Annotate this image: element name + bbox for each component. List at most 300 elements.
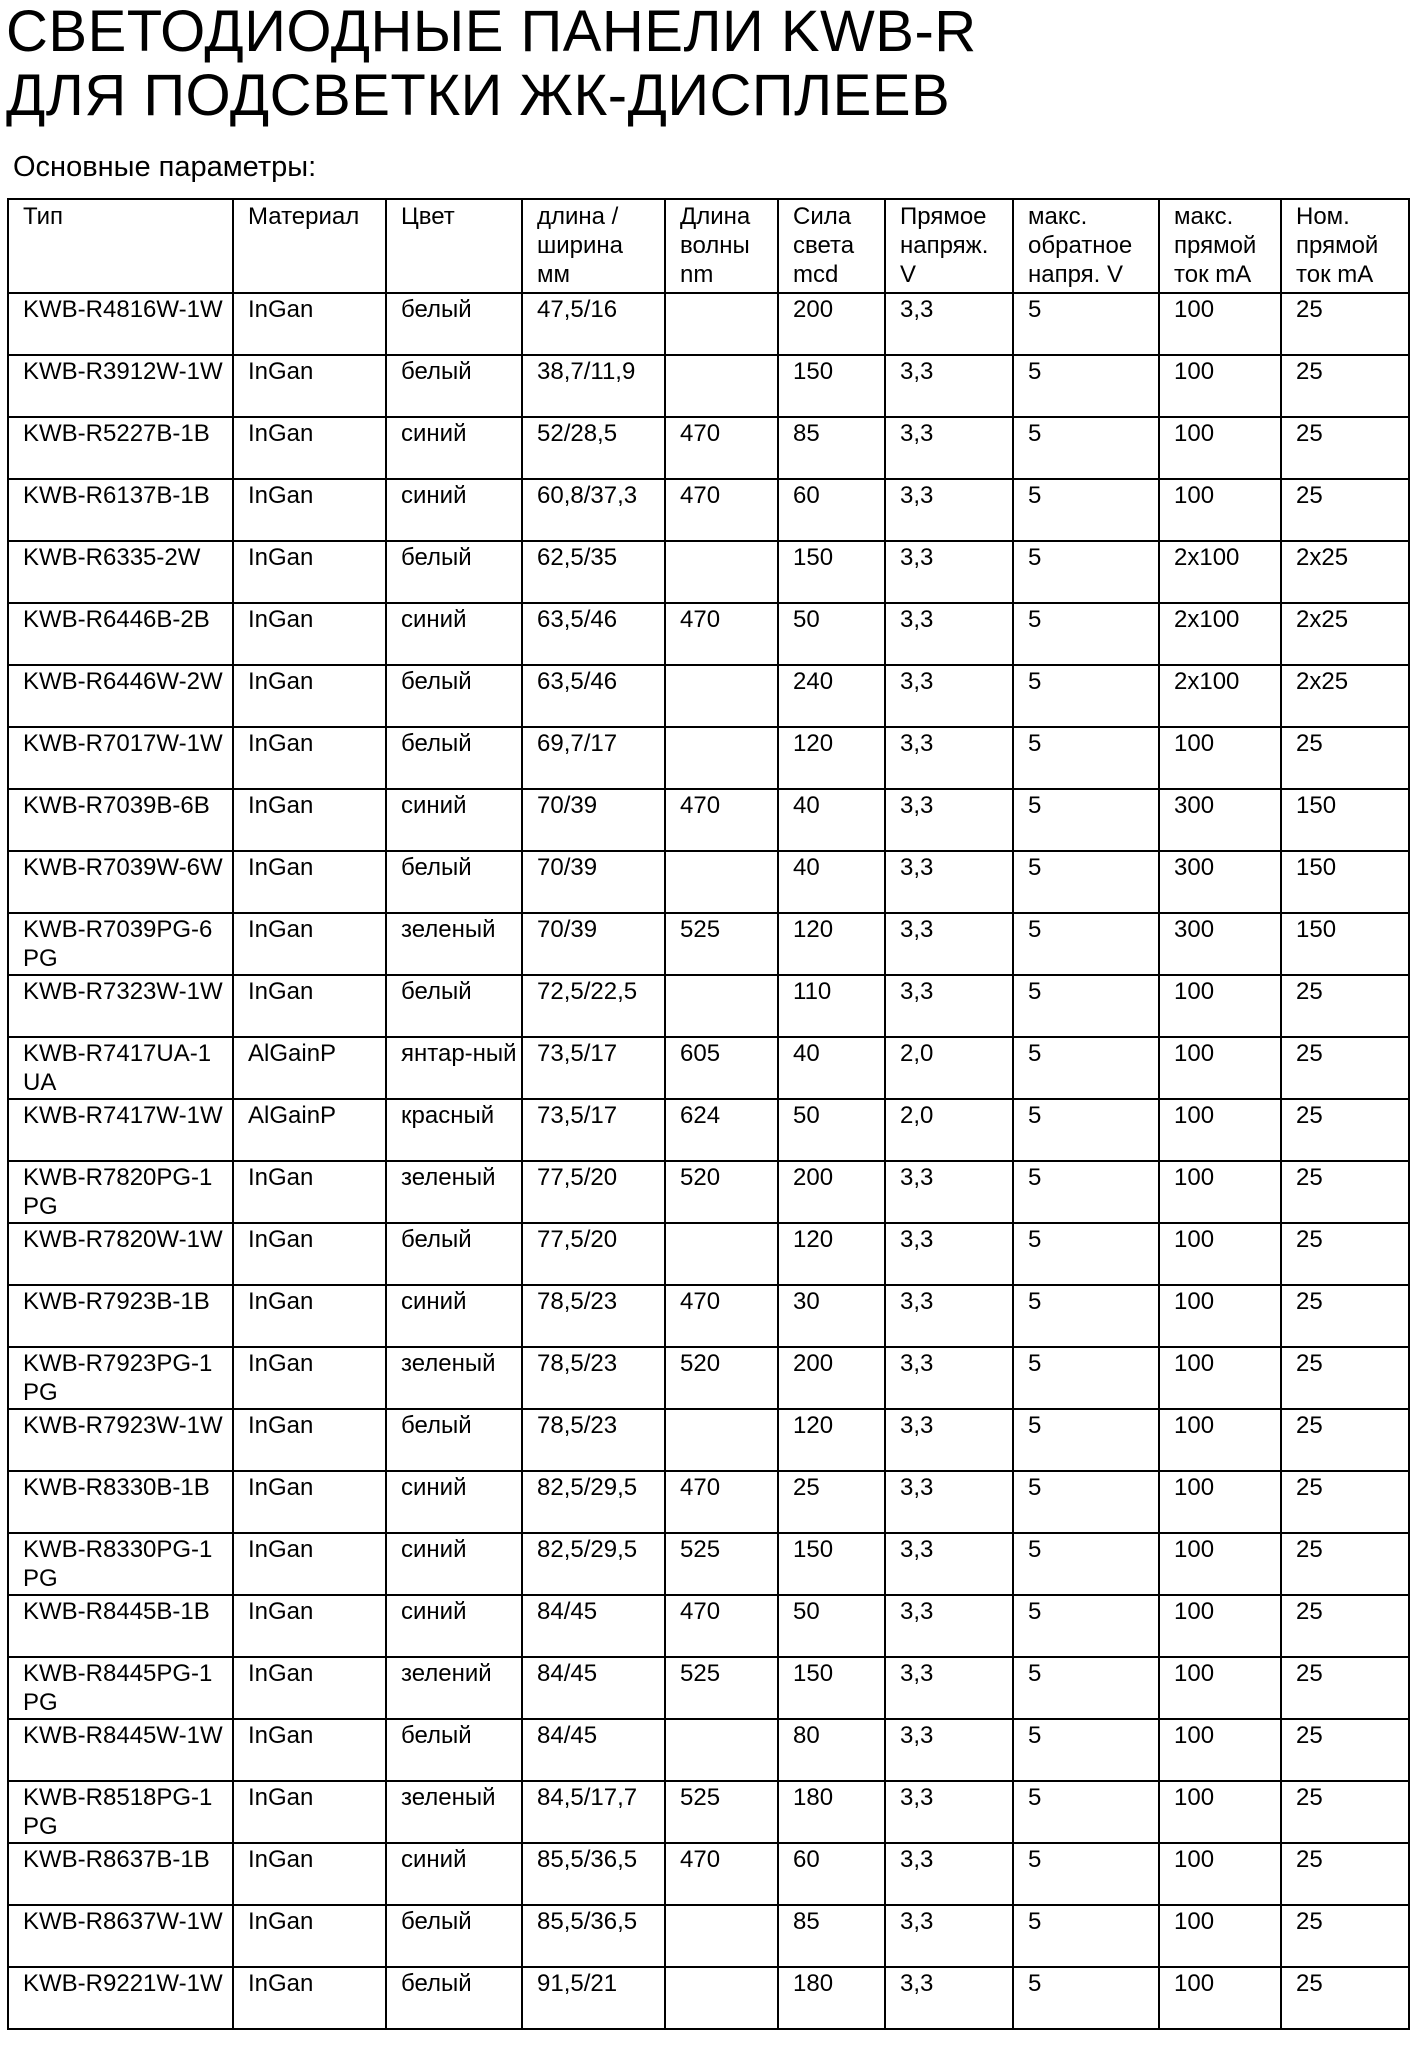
cell-wavelength: 624 (665, 1099, 778, 1161)
cell-luminous-intensity: 180 (778, 1967, 885, 2029)
header-type: Тип (8, 199, 233, 293)
cell-material: InGan (233, 1843, 386, 1905)
cell-wavelength (665, 1719, 778, 1781)
cell-dimensions: 78,5/23 (522, 1347, 665, 1409)
table-row (8, 1843, 1409, 1905)
table-row (8, 1099, 1409, 1161)
cell-nominal-forward-current: 25 (1281, 1285, 1409, 1347)
cell-dimensions: 63,5/46 (522, 665, 665, 727)
cell-forward-voltage: 3,3 (885, 913, 1013, 975)
cell-color: зеленый (386, 1347, 522, 1409)
cell-dimensions: 62,5/35 (522, 541, 665, 603)
cell-luminous-intensity: 50 (778, 1099, 885, 1161)
cell-material: InGan (233, 1905, 386, 1967)
cell-material: InGan (233, 1409, 386, 1471)
cell-type: KWB-R6446W-2W (8, 665, 233, 727)
cell-type: KWB-R7417UA-1UA (8, 1037, 233, 1099)
table-row (8, 789, 1409, 851)
cell-max-reverse-voltage: 5 (1013, 1223, 1159, 1285)
cell-material: InGan (233, 479, 386, 541)
cell-type: KWB-R7923PG-1PG (8, 1347, 233, 1409)
cell-luminous-intensity: 80 (778, 1719, 885, 1781)
cell-type: KWB-R8445PG-1PG (8, 1657, 233, 1719)
cell-forward-voltage: 3,3 (885, 1285, 1013, 1347)
cell-max-reverse-voltage: 5 (1013, 975, 1159, 1037)
cell-max-forward-current: 300 (1159, 789, 1281, 851)
table-row (8, 417, 1409, 479)
cell-luminous-intensity: 60 (778, 1843, 885, 1905)
cell-wavelength: 470 (665, 1285, 778, 1347)
table-row (8, 1223, 1409, 1285)
cell-max-reverse-voltage: 5 (1013, 603, 1159, 665)
cell-dimensions: 69,7/17 (522, 727, 665, 789)
cell-type: KWB-R8445B-1B (8, 1595, 233, 1657)
header-nominal-forward-current: Ном. прямой ток mA (1281, 199, 1409, 293)
cell-type: KWB-R8637W-1W (8, 1905, 233, 1967)
cell-max-reverse-voltage: 5 (1013, 1161, 1159, 1223)
cell-color: красный (386, 1099, 522, 1161)
cell-type: KWB-R7923B-1B (8, 1285, 233, 1347)
cell-max-forward-current: 2x100 (1159, 603, 1281, 665)
cell-max-forward-current: 100 (1159, 1905, 1281, 1967)
cell-max-reverse-voltage: 5 (1013, 1905, 1159, 1967)
cell-nominal-forward-current: 150 (1281, 851, 1409, 913)
cell-max-forward-current: 2x100 (1159, 541, 1281, 603)
cell-material: InGan (233, 727, 386, 789)
cell-forward-voltage: 3,3 (885, 293, 1013, 355)
cell-luminous-intensity: 200 (778, 293, 885, 355)
table-row (8, 727, 1409, 789)
cell-dimensions: 77,5/20 (522, 1223, 665, 1285)
table-row (8, 1471, 1409, 1533)
cell-dimensions: 84/45 (522, 1719, 665, 1781)
cell-type: KWB-R8518PG-1PG (8, 1781, 233, 1843)
table-row (8, 1161, 1409, 1223)
cell-color: зеленый (386, 913, 522, 975)
cell-material: InGan (233, 665, 386, 727)
table-body (8, 293, 1409, 2029)
table-row (8, 1719, 1409, 1781)
cell-dimensions: 73,5/17 (522, 1099, 665, 1161)
cell-nominal-forward-current: 25 (1281, 479, 1409, 541)
cell-max-forward-current: 100 (1159, 1533, 1281, 1595)
table-row (8, 1781, 1409, 1843)
cell-color: синий (386, 1285, 522, 1347)
cell-type: KWB-R7820PG-1PG (8, 1161, 233, 1223)
table-row (8, 1533, 1409, 1595)
cell-forward-voltage: 3,3 (885, 1161, 1013, 1223)
cell-material: InGan (233, 541, 386, 603)
cell-color: белый (386, 355, 522, 417)
cell-max-forward-current: 100 (1159, 1285, 1281, 1347)
cell-color: синий (386, 417, 522, 479)
cell-luminous-intensity: 50 (778, 1595, 885, 1657)
cell-luminous-intensity: 60 (778, 479, 885, 541)
cell-luminous-intensity: 200 (778, 1161, 885, 1223)
cell-luminous-intensity: 40 (778, 1037, 885, 1099)
cell-material: InGan (233, 1223, 386, 1285)
cell-forward-voltage: 3,3 (885, 1471, 1013, 1533)
cell-nominal-forward-current: 25 (1281, 1719, 1409, 1781)
cell-color: белый (386, 1409, 522, 1471)
cell-color: синий (386, 1533, 522, 1595)
cell-dimensions: 60,8/37,3 (522, 479, 665, 541)
cell-forward-voltage: 3,3 (885, 1719, 1013, 1781)
cell-wavelength: 470 (665, 789, 778, 851)
cell-max-reverse-voltage: 5 (1013, 541, 1159, 603)
cell-color: янтар-ный (386, 1037, 522, 1099)
cell-type: KWB-R9221W-1W (8, 1967, 233, 2029)
table-row (8, 665, 1409, 727)
cell-max-reverse-voltage: 5 (1013, 1037, 1159, 1099)
cell-luminous-intensity: 120 (778, 913, 885, 975)
cell-color: синий (386, 789, 522, 851)
cell-max-reverse-voltage: 5 (1013, 665, 1159, 727)
cell-forward-voltage: 3,3 (885, 479, 1013, 541)
cell-wavelength: 605 (665, 1037, 778, 1099)
cell-color: белый (386, 727, 522, 789)
table-row (8, 541, 1409, 603)
table-row (8, 1409, 1409, 1471)
cell-max-forward-current: 100 (1159, 417, 1281, 479)
cell-nominal-forward-current: 25 (1281, 1409, 1409, 1471)
cell-wavelength (665, 1905, 778, 1967)
header-forward-voltage: Прямое напряж. V (885, 199, 1013, 293)
document-title (6, 0, 977, 128)
cell-type: KWB-R5227B-1B (8, 417, 233, 479)
cell-dimensions: 82,5/29,5 (522, 1471, 665, 1533)
cell-dimensions: 84,5/17,7 (522, 1781, 665, 1843)
cell-wavelength: 525 (665, 1533, 778, 1595)
cell-luminous-intensity: 150 (778, 1657, 885, 1719)
cell-material: InGan (233, 293, 386, 355)
cell-nominal-forward-current: 25 (1281, 1161, 1409, 1223)
cell-wavelength (665, 1223, 778, 1285)
cell-max-forward-current: 100 (1159, 1347, 1281, 1409)
cell-forward-voltage: 3,3 (885, 1657, 1013, 1719)
cell-nominal-forward-current: 2x25 (1281, 541, 1409, 603)
cell-dimensions: 84/45 (522, 1657, 665, 1719)
cell-material: InGan (233, 1347, 386, 1409)
cell-type: KWB-R8445W-1W (8, 1719, 233, 1781)
table-row (8, 1285, 1409, 1347)
cell-nominal-forward-current: 25 (1281, 1533, 1409, 1595)
cell-dimensions: 84/45 (522, 1595, 665, 1657)
cell-forward-voltage: 3,3 (885, 665, 1013, 727)
cell-luminous-intensity: 240 (778, 665, 885, 727)
cell-luminous-intensity: 40 (778, 851, 885, 913)
cell-nominal-forward-current: 25 (1281, 1843, 1409, 1905)
cell-max-forward-current: 100 (1159, 1657, 1281, 1719)
cell-luminous-intensity: 40 (778, 789, 885, 851)
cell-wavelength: 470 (665, 1843, 778, 1905)
header-luminous-intensity: Сила света mcd (778, 199, 885, 293)
cell-type: KWB-R3912W-1W (8, 355, 233, 417)
cell-max-reverse-voltage: 5 (1013, 1347, 1159, 1409)
cell-max-forward-current: 100 (1159, 975, 1281, 1037)
cell-nominal-forward-current: 150 (1281, 789, 1409, 851)
cell-nominal-forward-current: 25 (1281, 1099, 1409, 1161)
cell-max-forward-current: 100 (1159, 1037, 1281, 1099)
cell-max-reverse-voltage: 5 (1013, 293, 1159, 355)
cell-max-reverse-voltage: 5 (1013, 1657, 1159, 1719)
cell-wavelength: 520 (665, 1347, 778, 1409)
cell-max-reverse-voltage: 5 (1013, 1471, 1159, 1533)
cell-nominal-forward-current: 25 (1281, 1781, 1409, 1843)
table-row (8, 1347, 1409, 1409)
cell-material: InGan (233, 913, 386, 975)
cell-wavelength: 525 (665, 1781, 778, 1843)
cell-dimensions: 85,5/36,5 (522, 1905, 665, 1967)
cell-forward-voltage: 3,3 (885, 727, 1013, 789)
cell-color: белый (386, 1905, 522, 1967)
cell-dimensions: 38,7/11,9 (522, 355, 665, 417)
cell-dimensions: 63,5/46 (522, 603, 665, 665)
cell-dimensions: 91,5/21 (522, 1967, 665, 2029)
cell-material: InGan (233, 1161, 386, 1223)
cell-dimensions: 70/39 (522, 851, 665, 913)
cell-nominal-forward-current: 25 (1281, 417, 1409, 479)
cell-wavelength (665, 665, 778, 727)
cell-type: KWB-R4816W-1W (8, 293, 233, 355)
cell-dimensions: 47,5/16 (522, 293, 665, 355)
cell-type: KWB-R6446B-2B (8, 603, 233, 665)
cell-color: белый (386, 541, 522, 603)
cell-nominal-forward-current: 2x25 (1281, 665, 1409, 727)
cell-nominal-forward-current: 25 (1281, 1223, 1409, 1285)
cell-material: InGan (233, 1657, 386, 1719)
cell-max-reverse-voltage: 5 (1013, 1781, 1159, 1843)
cell-max-reverse-voltage: 5 (1013, 1099, 1159, 1161)
cell-dimensions: 78,5/23 (522, 1409, 665, 1471)
cell-material: InGan (233, 1471, 386, 1533)
cell-nominal-forward-current: 25 (1281, 1037, 1409, 1099)
cell-nominal-forward-current: 25 (1281, 1905, 1409, 1967)
cell-nominal-forward-current: 25 (1281, 1657, 1409, 1719)
table-row (8, 851, 1409, 913)
document-title-line-1: СВЕТОДИОДНЫЕ ПАНЕЛИ KWB-R (6, 0, 977, 64)
cell-material: InGan (233, 789, 386, 851)
table-row (8, 1905, 1409, 1967)
cell-max-reverse-voltage: 5 (1013, 913, 1159, 975)
cell-material: InGan (233, 355, 386, 417)
cell-luminous-intensity: 50 (778, 603, 885, 665)
cell-material: AlGainP (233, 1099, 386, 1161)
cell-max-forward-current: 100 (1159, 727, 1281, 789)
cell-color: белый (386, 851, 522, 913)
cell-color: белый (386, 1223, 522, 1285)
cell-dimensions: 73,5/17 (522, 1037, 665, 1099)
cell-luminous-intensity: 120 (778, 727, 885, 789)
cell-wavelength: 525 (665, 913, 778, 975)
cell-luminous-intensity: 150 (778, 1533, 885, 1595)
cell-color: синий (386, 1471, 522, 1533)
cell-type: KWB-R7820W-1W (8, 1223, 233, 1285)
cell-material: InGan (233, 1533, 386, 1595)
cell-forward-voltage: 3,3 (885, 1905, 1013, 1967)
cell-max-forward-current: 300 (1159, 851, 1281, 913)
cell-material: InGan (233, 417, 386, 479)
cell-luminous-intensity: 85 (778, 417, 885, 479)
document-title-line-2: ДЛЯ ПОДСВЕТКИ ЖК-ДИСПЛЕЕВ (6, 63, 951, 128)
cell-material: InGan (233, 851, 386, 913)
led-panel-specs-table (7, 198, 1410, 2030)
cell-max-reverse-voltage: 5 (1013, 1533, 1159, 1595)
cell-material: AlGainP (233, 1037, 386, 1099)
header-dimensions: длина / ширина мм (522, 199, 665, 293)
cell-luminous-intensity: 150 (778, 541, 885, 603)
cell-max-forward-current: 300 (1159, 913, 1281, 975)
cell-max-reverse-voltage: 5 (1013, 789, 1159, 851)
cell-nominal-forward-current: 25 (1281, 355, 1409, 417)
cell-wavelength (665, 975, 778, 1037)
cell-max-forward-current: 100 (1159, 1223, 1281, 1285)
table-row (8, 1595, 1409, 1657)
cell-max-reverse-voltage: 5 (1013, 417, 1159, 479)
cell-dimensions: 72,5/22,5 (522, 975, 665, 1037)
cell-type: KWB-R7017W-1W (8, 727, 233, 789)
cell-material: InGan (233, 1967, 386, 2029)
cell-max-reverse-voltage: 5 (1013, 355, 1159, 417)
cell-nominal-forward-current: 25 (1281, 1967, 1409, 2029)
cell-max-reverse-voltage: 5 (1013, 1595, 1159, 1657)
cell-material: InGan (233, 1719, 386, 1781)
cell-wavelength: 470 (665, 603, 778, 665)
cell-wavelength (665, 1409, 778, 1471)
cell-max-forward-current: 100 (1159, 1409, 1281, 1471)
cell-nominal-forward-current: 25 (1281, 1595, 1409, 1657)
cell-luminous-intensity: 180 (778, 1781, 885, 1843)
cell-max-forward-current: 100 (1159, 1967, 1281, 2029)
cell-max-reverse-voltage: 5 (1013, 1967, 1159, 2029)
cell-dimensions: 78,5/23 (522, 1285, 665, 1347)
table-row (8, 1967, 1409, 2029)
cell-wavelength (665, 727, 778, 789)
cell-color: белый (386, 975, 522, 1037)
cell-type: KWB-R7323W-1W (8, 975, 233, 1037)
cell-color: синий (386, 479, 522, 541)
cell-forward-voltage: 3,3 (885, 1533, 1013, 1595)
cell-material: InGan (233, 1781, 386, 1843)
header-material: Материал (233, 199, 386, 293)
cell-type: KWB-R7923W-1W (8, 1409, 233, 1471)
cell-type: KWB-R6335-2W (8, 541, 233, 603)
cell-material: InGan (233, 975, 386, 1037)
cell-luminous-intensity: 150 (778, 355, 885, 417)
cell-color: белый (386, 665, 522, 727)
cell-material: InGan (233, 603, 386, 665)
cell-dimensions: 70/39 (522, 913, 665, 975)
cell-luminous-intensity: 110 (778, 975, 885, 1037)
cell-color: синий (386, 1843, 522, 1905)
cell-forward-voltage: 3,3 (885, 1347, 1013, 1409)
cell-luminous-intensity: 200 (778, 1347, 885, 1409)
table-header-row (8, 199, 1409, 293)
cell-forward-voltage: 3,3 (885, 789, 1013, 851)
cell-color: зеленый (386, 1161, 522, 1223)
cell-forward-voltage: 3,3 (885, 1409, 1013, 1471)
table-row (8, 479, 1409, 541)
cell-forward-voltage: 3,3 (885, 1595, 1013, 1657)
cell-forward-voltage: 3,3 (885, 417, 1013, 479)
cell-nominal-forward-current: 25 (1281, 1471, 1409, 1533)
cell-max-forward-current: 100 (1159, 1595, 1281, 1657)
cell-max-reverse-voltage: 5 (1013, 1409, 1159, 1471)
cell-max-reverse-voltage: 5 (1013, 1285, 1159, 1347)
cell-wavelength: 525 (665, 1657, 778, 1719)
cell-nominal-forward-current: 25 (1281, 975, 1409, 1037)
cell-forward-voltage: 3,3 (885, 1223, 1013, 1285)
cell-max-forward-current: 100 (1159, 1099, 1281, 1161)
cell-forward-voltage: 3,3 (885, 1843, 1013, 1905)
cell-wavelength: 470 (665, 1595, 778, 1657)
cell-wavelength (665, 541, 778, 603)
cell-color: зелений (386, 1657, 522, 1719)
cell-max-reverse-voltage: 5 (1013, 851, 1159, 913)
header-color: Цвет (386, 199, 522, 293)
cell-max-forward-current: 100 (1159, 1719, 1281, 1781)
cell-forward-voltage: 3,3 (885, 975, 1013, 1037)
cell-forward-voltage: 3,3 (885, 1781, 1013, 1843)
cell-wavelength: 470 (665, 1471, 778, 1533)
cell-max-forward-current: 100 (1159, 1781, 1281, 1843)
cell-dimensions: 70/39 (522, 789, 665, 851)
section-subtitle: Основные параметры: (13, 151, 317, 183)
cell-luminous-intensity: 120 (778, 1223, 885, 1285)
cell-max-forward-current: 2x100 (1159, 665, 1281, 727)
cell-type: KWB-R6137B-1B (8, 479, 233, 541)
cell-wavelength (665, 851, 778, 913)
table-row (8, 913, 1409, 975)
cell-luminous-intensity: 85 (778, 1905, 885, 1967)
cell-dimensions: 77,5/20 (522, 1161, 665, 1223)
table-row (8, 293, 1409, 355)
cell-wavelength (665, 1967, 778, 2029)
cell-nominal-forward-current: 2x25 (1281, 603, 1409, 665)
cell-wavelength (665, 355, 778, 417)
cell-max-reverse-voltage: 5 (1013, 1843, 1159, 1905)
cell-forward-voltage: 3,3 (885, 851, 1013, 913)
cell-wavelength: 470 (665, 417, 778, 479)
cell-nominal-forward-current: 25 (1281, 727, 1409, 789)
cell-luminous-intensity: 120 (778, 1409, 885, 1471)
cell-max-reverse-voltage: 5 (1013, 1719, 1159, 1781)
header-max-forward-current: макс. прямой ток mA (1159, 199, 1281, 293)
cell-max-forward-current: 100 (1159, 355, 1281, 417)
cell-forward-voltage: 2,0 (885, 1037, 1013, 1099)
cell-max-reverse-voltage: 5 (1013, 727, 1159, 789)
cell-max-forward-current: 100 (1159, 1161, 1281, 1223)
cell-type: KWB-R7417W-1W (8, 1099, 233, 1161)
cell-dimensions: 82,5/29,5 (522, 1533, 665, 1595)
table-row (8, 603, 1409, 665)
cell-color: синий (386, 603, 522, 665)
cell-nominal-forward-current: 150 (1281, 913, 1409, 975)
cell-color: белый (386, 293, 522, 355)
cell-type: KWB-R7039B-6B (8, 789, 233, 851)
cell-type: KWB-R7039PG-6PG (8, 913, 233, 975)
cell-forward-voltage: 2,0 (885, 1099, 1013, 1161)
header-wavelength: Длина волны nm (665, 199, 778, 293)
cell-max-forward-current: 100 (1159, 1843, 1281, 1905)
cell-type: KWB-R7039W-6W (8, 851, 233, 913)
cell-forward-voltage: 3,3 (885, 603, 1013, 665)
cell-type: KWB-R8330PG-1PG (8, 1533, 233, 1595)
cell-max-reverse-voltage: 5 (1013, 479, 1159, 541)
cell-forward-voltage: 3,3 (885, 541, 1013, 603)
cell-material: InGan (233, 1595, 386, 1657)
table-row (8, 975, 1409, 1037)
